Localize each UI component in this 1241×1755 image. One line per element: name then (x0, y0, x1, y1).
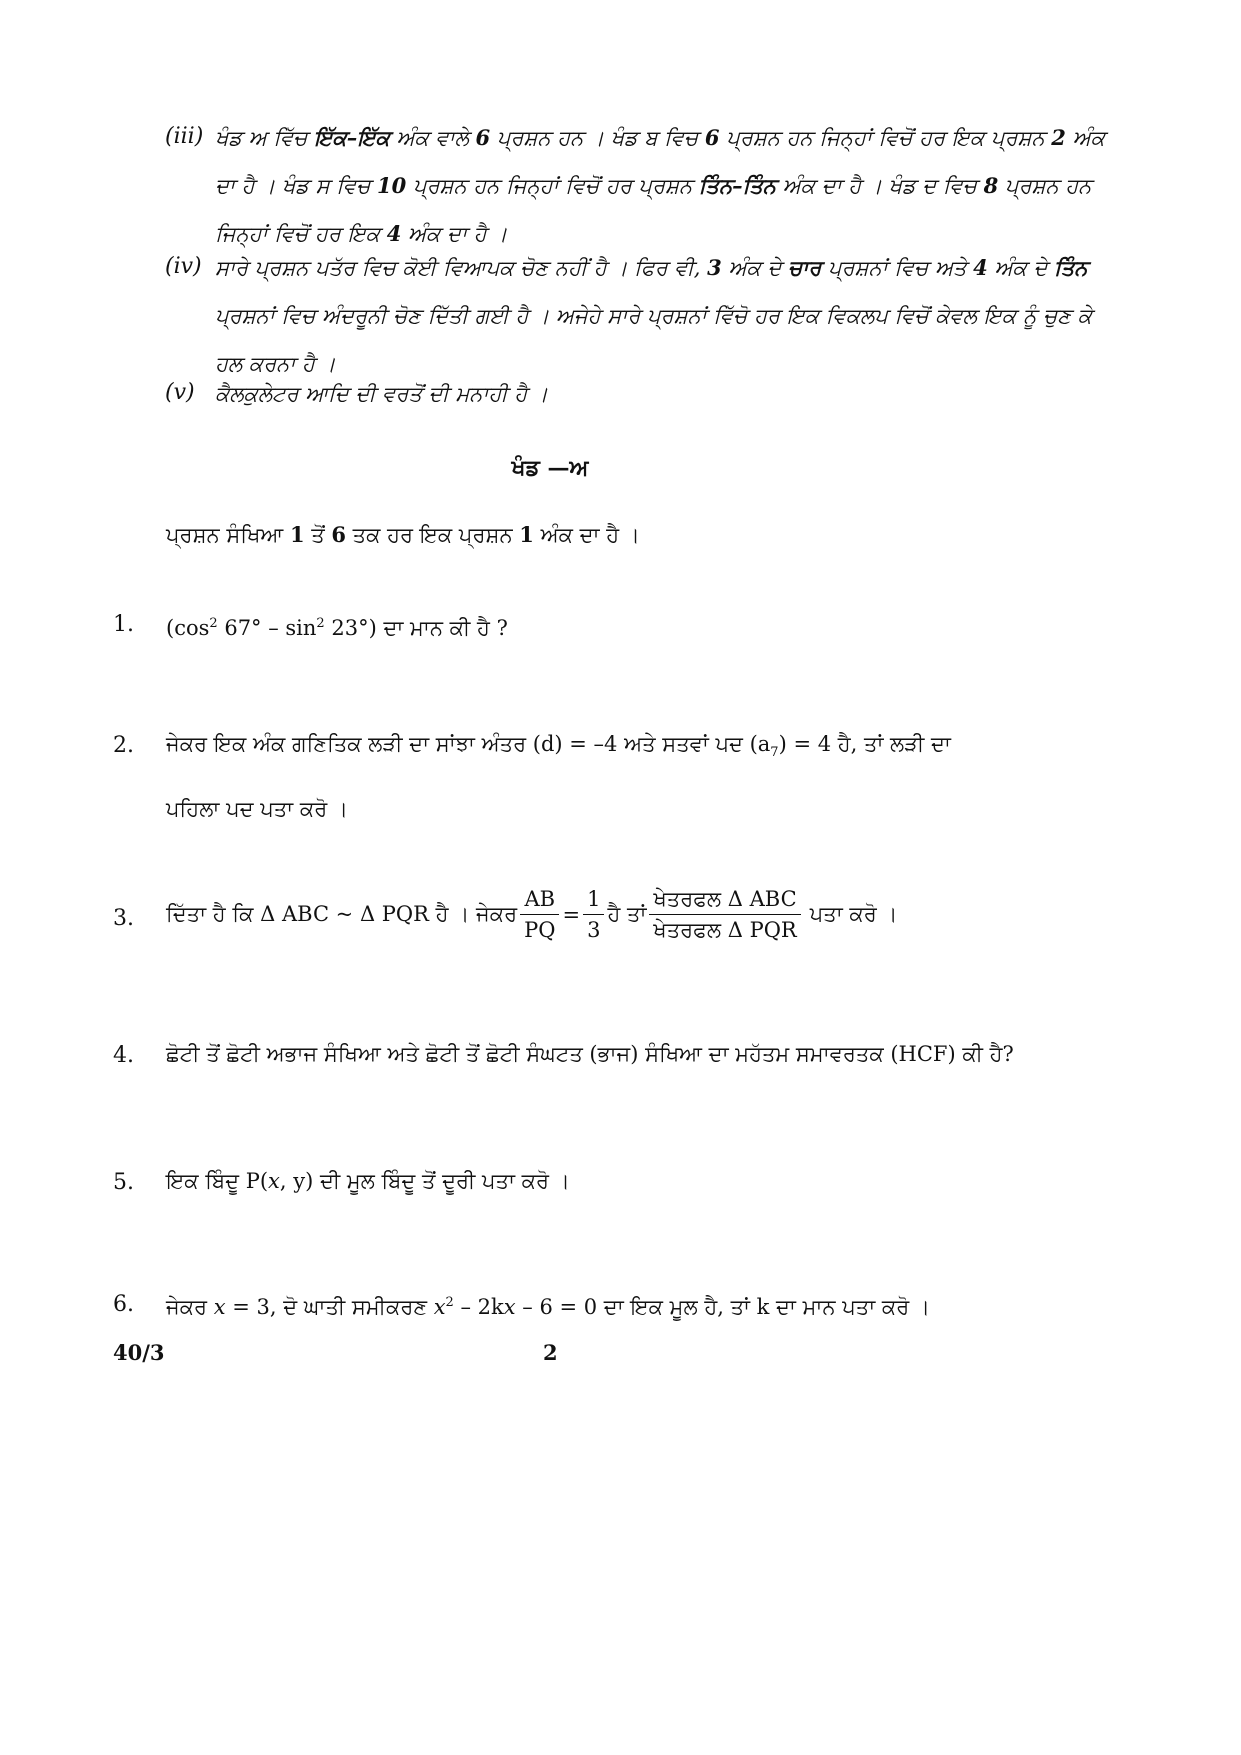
question-number: 2. (113, 733, 134, 758)
section-title: ਖੰਡ —ਅ (511, 455, 589, 481)
question-1-text: ($\cos^2$ $67^\circ - \sin^2 23^\circ$) ਦਾ ਮਾਨ ਕੀ ਹੈ ? (166, 616, 508, 640)
question-4-text: ਛੋਟੀ ਤੋਂ ਛੋਟੀ ਅਭਾਜ ਸੰਖਿਆ ਅਤੇ ਛੋਟੀ ਤੋਂ ਛੋਟੀ ਸੰਘਟਤ (ਭਾਜ) ਸੰਖਿਆ ਦਾ ਮਹੱਤਮ ਸਮਾਵਰਤਕ (HCF) ਕੀ ਹੈ? (166, 1042, 1014, 1066)
instruction-number: (iii) (165, 124, 204, 149)
instruction-v-text: ਕੈਲਕੁਲੇਟਰ ਆਦਿ ਦੀ ਵਰਤੋਂ ਦੀ ਮਨਾਹੀ ਹੈ । (215, 382, 549, 406)
paper-code: 40/3 (113, 1340, 165, 1365)
instruction-number: (v) (165, 380, 195, 405)
question-number: 1. (113, 612, 134, 637)
instruction-iv-text: ਸਾਰੇ ਪ੍ਰਸ਼ਨ ਪਤੱਰ ਵਿਚ ਕੋਈ ਵਿਆਪਕ ਚੋਣ ਨਹੀਂ ਹੈ । ਫਿਰ ਵੀ, 3 ਅੰਕ ਦੇ ਚਾਰ ਪ੍ਰਸ਼ਨਾਂ ਵਿਚ ਅਤੇ 4 ਅੰਕ ਦੇ ਤਿੰਨ ਪ੍ਰਸ਼ਨਾਂ ਵਿਚ ਅੰਦਰੂਨੀ ਚੋਣ ਦਿੱਤੀ ਗਈ ਹੈ । ਅਜੇਹੇ ਸਾਰੇ ਪ੍ਰਸ਼ਨਾਂ ਵਿੱਚੋ ਹਰ ਇਕ ਵਿਕਲਪ ਵਿਚੋਂ ਕੇਵਲ ਇਕ ਨੂੰ ਚੁਣ ਕੇ ਹਲ ਕਰਨਾ ਹੈ । (215, 255, 1092, 376)
question-6-text: ਜੇਕਰ x = 3, ਦੋ ਘਾਤੀ ਸਮੀਕਰਣ $x^2 - 2kx - 6 = 0$ ਦਾ ਇਕ ਮੂਲ ਹੈ, ਤਾਂ k ਦਾ ਮਾਨ ਪਤਾ ਕਰੋ । (166, 1295, 931, 1319)
section-intro: ਪ੍ਰਸ਼ਨ ਸੰਖਿਆ 1 ਤੋਂ 6 ਤਕ ਹਰ ਇਕ ਪ੍ਰਸ਼ਨ 1 ਅੰਕ ਦਾ ਹੈ । (166, 522, 640, 547)
fraction-area-ratio: $\frac{\text{ਖੇਤਰਫਲ Δ ABC}}{\text{ਖੇਤਰਫਲ Δ PQR}}$ (649, 884, 800, 945)
instruction-iii-text: ਖੰਡ ਅ ਵਿੱਚ ਇੱਕ–ਇੱਕ ਅੰਕ ਵਾਲੇ 6 ਪ੍ਰਸ਼ਨ ਹਨ । ਖੰਡ ਬ ਵਿਚ 6 ਪ੍ਰਸ਼ਨ ਹਨ ਜਿਨ੍ਹਾਂ ਵਿਚੋਂ ਹਰ ਇਕ ਪ੍ਰਸ਼ਨ 2 ਅੰਕ ਦਾ ਹੈ । ਖੰਡ ਸ ਵਿਚ 10 ਪ੍ਰਸ਼ਨ ਹਨ ਜਿਨ੍ਹਾਂ ਵਿਚੋਂ ਹਰ ਪ੍ਰਸ਼ਨ ਤਿੰਨ–ਤਿੰਨ ਅੰਕ ਦਾ ਹੈ । ਖੰਡ ਦ ਵਿਚ 8 ਪ੍ਰਸ਼ਨ ਹਨ ਜਿਨ੍ਹਾਂ ਵਿਚੋਂ ਹਰ ਇਕ 4 ਅੰਕ ਦਾ ਹੈ । (215, 125, 1105, 246)
fraction-one-third: $\frac{1}{3}$ (583, 884, 604, 945)
page-number: 2 (543, 1340, 558, 1365)
question-number: 3. (113, 906, 134, 931)
question-number: 5. (113, 1170, 134, 1195)
question-5-text: ਇਕ ਬਿੰਦੂ P(x, y) ਦੀ ਮੂਲ ਬਿੰਦੂ ਤੋਂ ਦੂਰੀ ਪਤਾ ਕਰੋ । (166, 1169, 570, 1193)
question-3-text: ਦਿੱਤਾ ਹੈ ਕਿ Δ ABC ~ Δ PQR ਹੈ । ਜੇਕਰ $\frac{AB}{PQ}$ = $\frac{1}{3}$ ਹੈ ਤਾਂ $\frac{\text{ਖੇਤਰਫਲ Δ ABC}}{\text{ਖੇਤਰਫਲ Δ PQR}}$ ਪਤਾ ਕਰੋ । (166, 884, 1046, 945)
instruction-number: (iv) (165, 254, 202, 279)
question-number: 4. (113, 1043, 134, 1068)
fraction-ab-pq: $\frac{AB}{PQ}$ (520, 884, 559, 945)
question-2-text: ਜੇਕਰ ਇਕ ਅੰਕ ਗਣਿਤਿਕ ਲੜੀ ਦਾ ਸਾਂਝਾ ਅੰਤਰ (d) = –4 ਅਤੇ ਸਤਵਾਂ ਪਦ $(a_7) = 4$ ਹੈ, ਤਾਂ ਲੜੀ ਦਾ ਪਹਿਲਾ ਪਦ ਪਤਾ ਕਰੋ । (166, 732, 951, 822)
question-number: 6. (113, 1292, 134, 1317)
